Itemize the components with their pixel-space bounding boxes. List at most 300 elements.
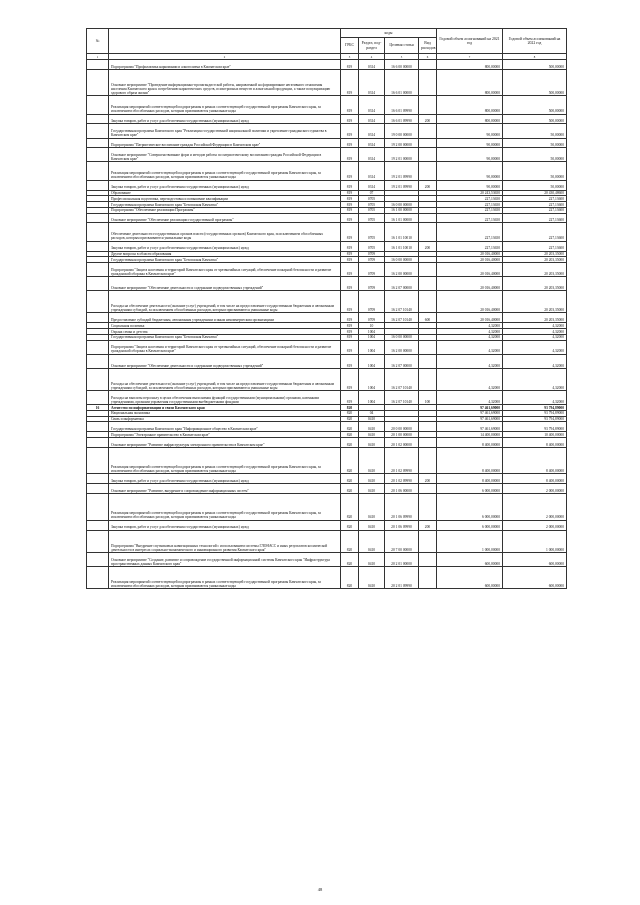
row-expense-type xyxy=(419,494,437,521)
row-grbs: 819 xyxy=(341,263,359,277)
row-amount-2022: 227,13600 xyxy=(503,223,567,241)
row-amount-2021: 800,00000 xyxy=(437,114,503,124)
row-grbs: 820 xyxy=(341,530,359,552)
table-row xyxy=(87,552,567,566)
row-section: 0410 xyxy=(359,416,385,422)
row-section: 0410 xyxy=(359,520,385,530)
header-grbs: ГРБС xyxy=(341,38,359,54)
row-target-article: 20 2 01 09990 xyxy=(385,566,419,588)
row-section: 0314 xyxy=(359,162,385,180)
row-expense-type xyxy=(419,213,437,223)
row-expense-type: 200 xyxy=(419,520,437,530)
row-target-article: 19 2 01 09990 xyxy=(385,162,419,180)
row-number xyxy=(87,223,109,241)
row-amount-2022: 20 203,35000 xyxy=(503,277,567,291)
row-section: 0410 xyxy=(359,552,385,566)
row-amount-2021: 90,00000 xyxy=(437,138,503,148)
row-amount-2022: 500,00000 xyxy=(503,69,567,96)
row-name: Связь и информатика xyxy=(109,416,341,422)
row-target-article: 20 7 00 00000 xyxy=(385,530,419,552)
row-number xyxy=(87,148,109,162)
row-target-article: 16 1 00 00000 xyxy=(385,207,419,213)
row-amount-2022: 500,00000 xyxy=(503,114,567,124)
row-target-article: 20 1 06 00000 xyxy=(385,484,419,494)
table-row xyxy=(87,391,567,405)
table-row xyxy=(87,223,567,241)
row-target-article: 16 2 07 00000 xyxy=(385,277,419,291)
row-name: Основное мероприятие "Развитие, внедрение и сопровождение информационных систем" xyxy=(109,484,341,494)
row-number xyxy=(87,340,109,354)
row-section: 04 xyxy=(359,410,385,416)
row-grbs: 819 xyxy=(341,223,359,241)
row-grbs: 819 xyxy=(341,124,359,138)
column-index: 4 xyxy=(359,54,385,60)
row-name: Реализация мероприятий соответствующей подпрограммы в рамках соответствующей государственной программы Камчатского края, за исключением обособленных расходов, которым присваиваются уникальные коды xyxy=(109,96,341,114)
row-amount-2021: 6 000,00000 xyxy=(437,484,503,494)
row-amount-2021: 4,32000 xyxy=(437,391,503,405)
row-section: 1004 xyxy=(359,340,385,354)
row-amount-2021: 800,00000 xyxy=(437,60,503,70)
row-name: Государственная программа Камчатского края "Информационное общество в Камчатском крае" xyxy=(109,422,341,432)
row-section: 0709 xyxy=(359,251,385,257)
row-section: 0410 xyxy=(359,566,385,588)
row-target-article: 16 2 07 10140 xyxy=(385,391,419,405)
table-row xyxy=(87,566,567,588)
row-number xyxy=(87,530,109,552)
row-section: 0709 xyxy=(359,277,385,291)
row-name: Национальная экономика xyxy=(109,410,341,416)
row-grbs: 820 xyxy=(341,437,359,447)
row-number xyxy=(87,138,109,148)
row-amount-2022: 4,32000 xyxy=(503,368,567,390)
row-name: Профессиональная подготовка, переподготовка и повышение квалификации xyxy=(109,196,341,202)
row-number xyxy=(87,354,109,368)
row-number xyxy=(87,313,109,323)
table-row xyxy=(87,148,567,162)
row-grbs: 819 xyxy=(341,354,359,368)
row-section: 0314 xyxy=(359,96,385,114)
row-name: Реализация мероприятий соответствующей подпрограммы в рамках соответствующей государственной программы Камчатского края, за исключением обособленных расходов, которым присваиваются уникальные коды xyxy=(109,494,341,521)
row-section: 0705 xyxy=(359,207,385,213)
row-number xyxy=(87,180,109,190)
row-section: 0410 xyxy=(359,530,385,552)
row-amount-2021: 20 016,40000 xyxy=(437,291,503,313)
row-section: 07 xyxy=(359,190,385,196)
row-name: Расходы на выплаты персоналу в целях обеспечения выполнения функций государственными (муниципальными) органами, казенными учреждениями, органами управления государственными внебюджетными фондами xyxy=(109,391,341,405)
row-grbs: 819 xyxy=(341,190,359,196)
row-amount-2021: 20 243,53650 xyxy=(437,190,503,196)
row-grbs: 819 xyxy=(341,251,359,257)
row-section: 0314 xyxy=(359,114,385,124)
row-amount-2021: 227,13650 xyxy=(437,196,503,202)
row-name: Другие вопросы в области образования xyxy=(109,251,341,257)
row-amount-2022: 4,32000 xyxy=(503,334,567,340)
row-name: Закупка товаров, работ и услуг для обеспечения государственных (муниципальных) нужд xyxy=(109,180,341,190)
row-number xyxy=(87,114,109,124)
row-grbs: 819 xyxy=(341,277,359,291)
table-row xyxy=(87,354,567,368)
row-expense-type xyxy=(419,422,437,432)
row-grbs: 819 xyxy=(341,334,359,340)
table-row xyxy=(87,313,567,323)
row-amount-2022: 20 430,48600 xyxy=(503,190,567,196)
row-name: Закупка товаров, работ и услуг для обеспечения государственных (муниципальных) нужд xyxy=(109,114,341,124)
row-grbs: 819 xyxy=(341,162,359,180)
row-amount-2022: 2 000,00000 xyxy=(503,520,567,530)
row-name: Подпрограмма "Защита населения и территорий Камчатского края от чрезвычайных ситуаций, обеспечение пожарной безопасности и развитие гражданской обороны в Камчатском крае" xyxy=(109,263,341,277)
row-grbs: 820 xyxy=(341,552,359,566)
row-expense-type xyxy=(419,566,437,588)
row-amount-2021: 90,00000 xyxy=(437,148,503,162)
row-section: 1004 xyxy=(359,334,385,340)
row-expense-type xyxy=(419,148,437,162)
row-amount-2022: 93 794,89000 xyxy=(503,410,567,416)
row-amount-2022: 4,32000 xyxy=(503,329,567,335)
row-amount-2022: 227,13600 xyxy=(503,207,567,213)
row-amount-2022: 227,13600 xyxy=(503,196,567,202)
row-number xyxy=(87,391,109,405)
row-section: 0410 xyxy=(359,422,385,432)
row-section: 0705 xyxy=(359,196,385,202)
row-number: 16 xyxy=(87,405,109,411)
row-section: 0705 xyxy=(359,241,385,251)
row-amount-2021: 90,00000 xyxy=(437,124,503,138)
row-name: Основное мероприятие "Обеспечение деятельности и содержание подведомственных учреждений" xyxy=(109,277,341,291)
row-target-article: 16 2 00 00000 xyxy=(385,340,419,354)
row-expense-type xyxy=(419,96,437,114)
row-number xyxy=(87,69,109,96)
table-row xyxy=(87,180,567,190)
header-section: Раздел, под-раздел xyxy=(359,38,385,54)
row-expense-type xyxy=(419,162,437,180)
row-section: 0709 xyxy=(359,263,385,277)
table-row xyxy=(87,241,567,251)
row-number xyxy=(87,241,109,251)
row-amount-2022: 20 203,35000 xyxy=(503,257,567,263)
row-amount-2022: 2 000,00000 xyxy=(503,494,567,521)
column-index: 2 xyxy=(109,54,341,60)
row-target-article: 16 2 00 00000 xyxy=(385,263,419,277)
row-grbs: 819 xyxy=(341,329,359,335)
row-section: 0410 xyxy=(359,432,385,438)
row-amount-2021: 97 461,69000 xyxy=(437,410,503,416)
table-row xyxy=(87,138,567,148)
row-amount-2021: 1 000,00000 xyxy=(437,530,503,552)
row-target-article: 16 0 00 00000 xyxy=(385,202,419,208)
row-amount-2021: 800,00000 xyxy=(437,96,503,114)
row-amount-2022: 20 203,35000 xyxy=(503,313,567,323)
row-name: Государственная программа Камчатского края "Безопасная Камчатка" xyxy=(109,257,341,263)
row-number xyxy=(87,213,109,223)
row-expense-type: 200 xyxy=(419,474,437,484)
row-name: Подпрограмма "Защита населения и территорий Камчатского края от чрезвычайных ситуаций, обеспечение пожарной безопасности и развитие гражданской обороны в Камчатском крае" xyxy=(109,340,341,354)
row-amount-2021: 20 016,40000 xyxy=(437,313,503,323)
row-number xyxy=(87,124,109,138)
row-name: Подпрограмма "Патриотическое воспитание граждан Российской Федерации в Камчатском крае" xyxy=(109,138,341,148)
row-name: Реализация мероприятий соответствующей подпрограммы в рамках соответствующей государственной программы Камчатского края, за исключением обособленных расходов, которым присваиваются уникальные коды xyxy=(109,447,341,474)
table-row xyxy=(87,447,567,474)
table-row xyxy=(87,437,567,447)
row-name: Основное мероприятие "Развитие инфраструктуры электронного правительства в Камчатском крае" xyxy=(109,437,341,447)
row-grbs: 819 xyxy=(341,196,359,202)
row-amount-2021: 20 016,40000 xyxy=(437,251,503,257)
row-name: Закупка товаров, работ и услуг для обеспечения государственных (муниципальных) нужд xyxy=(109,520,341,530)
row-target-article: 20 1 06 09990 xyxy=(385,494,419,521)
row-amount-2022: 4,32000 xyxy=(503,354,567,368)
row-grbs: 819 xyxy=(341,60,359,70)
row-target-article: 16 1 01 00000 xyxy=(385,213,419,223)
row-expense-type xyxy=(419,437,437,447)
row-grbs: 820 xyxy=(341,410,359,416)
row-section: 0314 xyxy=(359,138,385,148)
column-index: 3 xyxy=(341,54,359,60)
row-grbs: 820 xyxy=(341,405,359,411)
row-section: 1004 xyxy=(359,354,385,368)
row-section: 0314 xyxy=(359,69,385,96)
row-name: Основное мероприятие "Проведение информационно-пропагандистской работы, направленной на формирование негативного отношения населения Камчатского края к потреблению наркотических средств, психотропных веществ и алкогольной продукции, а также популяризацию здорового образа жизни" xyxy=(109,69,341,96)
table-row xyxy=(87,368,567,390)
row-section: 0709 xyxy=(359,257,385,263)
row-amount-2021: 90,00000 xyxy=(437,180,503,190)
row-target-article: 16 2 07 10140 xyxy=(385,291,419,313)
table-row xyxy=(87,124,567,138)
row-grbs: 819 xyxy=(341,257,359,263)
row-amount-2022: 93 794,89000 xyxy=(503,405,567,411)
row-name: Реализация мероприятий соответствующей подпрограммы в рамках соответствующей государственной программы Камчатского края, за исключением обособленных расходов, которым присваиваются уникальные коды xyxy=(109,566,341,588)
row-target-article: 16 6 00 00000 xyxy=(385,60,419,70)
row-target-article: 16 6 01 09990 xyxy=(385,114,419,124)
row-section: 0709 xyxy=(359,291,385,313)
row-amount-2022: 2 000,00000 xyxy=(503,484,567,494)
row-grbs: 820 xyxy=(341,474,359,484)
row-amount-2021: 4,32000 xyxy=(437,334,503,340)
row-grbs: 820 xyxy=(341,432,359,438)
row-expense-type xyxy=(419,263,437,277)
row-section: 0705 xyxy=(359,202,385,208)
row-amount-2022: 4,32000 xyxy=(503,323,567,329)
row-target-article: 20 2 01 00000 xyxy=(385,552,419,566)
table-row xyxy=(87,162,567,180)
row-expense-type xyxy=(419,552,437,566)
row-grbs: 819 xyxy=(341,241,359,251)
row-amount-2021: 8 400,00000 xyxy=(437,437,503,447)
row-amount-2021: 20 016,40000 xyxy=(437,257,503,263)
row-amount-2022: 4,32000 xyxy=(503,391,567,405)
row-target-article: 16 0 00 00000 xyxy=(385,257,419,263)
table-row xyxy=(87,213,567,223)
row-amount-2021: 600,00000 xyxy=(437,552,503,566)
row-grbs: 819 xyxy=(341,138,359,148)
row-target-article: 19 2 00 00000 xyxy=(385,138,419,148)
table-body xyxy=(87,60,567,589)
column-index: 7 xyxy=(437,54,503,60)
row-amount-2022: 20 203,35000 xyxy=(503,251,567,257)
row-section: 0410 xyxy=(359,474,385,484)
row-section: 0314 xyxy=(359,180,385,190)
row-amount-2022: 50,00000 xyxy=(503,138,567,148)
row-grbs: 819 xyxy=(341,148,359,162)
row-expense-type xyxy=(419,69,437,96)
row-amount-2021: 4,32000 xyxy=(437,368,503,390)
row-name: Закупка товаров, работ и услуг для обеспечения государственных (муниципальных) нужд xyxy=(109,241,341,251)
row-section: 1004 xyxy=(359,329,385,335)
row-expense-type: 600 xyxy=(419,313,437,323)
row-amount-2021: 227,13650 xyxy=(437,207,503,213)
row-amount-2022: 93 794,89000 xyxy=(503,416,567,422)
table-row xyxy=(87,474,567,484)
row-name: Основное мероприятие "Создание, развитие и сопровождение государственной информационной системы Камчатского края "Инфраструктура пространственных данных Камчатского края" xyxy=(109,552,341,566)
row-section: 0314 xyxy=(359,148,385,162)
row-section: 0410 xyxy=(359,494,385,521)
row-name: Обеспечение деятельности государственных органов власти (государственных органов) Камчатского края, за исключением обособленных расходов, которым присваиваются уникальные коды xyxy=(109,223,341,241)
table-row xyxy=(87,263,567,277)
column-index: 8 xyxy=(503,54,567,60)
table-row xyxy=(87,494,567,521)
row-expense-type xyxy=(419,277,437,291)
row-name: Закупка товаров, работ и услуг для обеспечения государственных (муниципальных) нужд xyxy=(109,474,341,484)
row-grbs: 820 xyxy=(341,520,359,530)
header-name xyxy=(109,29,341,54)
row-name: Социальная политика xyxy=(109,323,341,329)
row-amount-2022: 227,13600 xyxy=(503,213,567,223)
row-grbs: 819 xyxy=(341,114,359,124)
row-amount-2021: 4,32000 xyxy=(437,329,503,335)
header-2021: Годовой объем ассигнований на 2021 год xyxy=(437,29,503,54)
row-number xyxy=(87,368,109,390)
row-section: 1004 xyxy=(359,368,385,390)
row-amount-2021: 4,32000 xyxy=(437,340,503,354)
row-name: Реализация мероприятий соответствующей подпрограммы в рамках соответствующей государственной программы Камчатского края, за исключением обособленных расходов, которым присваиваются уникальные коды xyxy=(109,162,341,180)
row-section: 0314 xyxy=(359,124,385,138)
row-expense-type xyxy=(419,60,437,70)
row-expense-type xyxy=(419,124,437,138)
row-number xyxy=(87,484,109,494)
row-grbs: 820 xyxy=(341,447,359,474)
column-index: 5 xyxy=(385,54,419,60)
row-section: 0410 xyxy=(359,484,385,494)
row-name: Подпрограмма "Профилактика наркомании и алкоголизма в Камчатском крае" xyxy=(109,60,341,70)
row-grbs: 819 xyxy=(341,69,359,96)
row-target-article: 20 0 00 00000 xyxy=(385,422,419,432)
row-target-article: 20 1 06 09990 xyxy=(385,520,419,530)
row-grbs: 819 xyxy=(341,313,359,323)
row-grbs: 819 xyxy=(341,213,359,223)
row-expense-type xyxy=(419,138,437,148)
row-target-article: 16 1 01 10010 xyxy=(385,241,419,251)
row-target-article: 16 6 01 00000 xyxy=(385,69,419,96)
row-target-article: 16 2 07 10140 xyxy=(385,368,419,390)
row-name: Государственная программа Камчатского края "Безопасная Камчатка" xyxy=(109,202,341,208)
row-section: 1004 xyxy=(359,391,385,405)
row-name: Предоставление субсидий бюджетным, автономным учреждениям и иным некоммерческим организациям xyxy=(109,313,341,323)
row-amount-2022: 8 400,00000 xyxy=(503,474,567,484)
row-name: Расходы на обеспечение деятельности (оказание услуг) учреждений, в том числе на предоставление государственным бюджетным и автономным учреждениям субсидий, за исключением обособленных расходов, которым присваиваются уникальные коды xyxy=(109,368,341,390)
row-section: 10 xyxy=(359,323,385,329)
row-target-article: 16 1 01 10010 xyxy=(385,223,419,241)
row-number xyxy=(87,422,109,432)
row-expense-type: 200 xyxy=(419,114,437,124)
row-name: Охрана семьи и детства xyxy=(109,329,341,335)
row-target-article: 19 2 01 09990 xyxy=(385,180,419,190)
header-target: Целевая статья xyxy=(385,38,419,54)
row-number xyxy=(87,162,109,180)
header-num: № xyxy=(87,29,109,54)
row-amount-2021: 227,13650 xyxy=(437,241,503,251)
row-amount-2021: 8 400,00000 xyxy=(437,447,503,474)
row-number xyxy=(87,447,109,474)
row-amount-2022: 227,13600 xyxy=(503,241,567,251)
row-amount-2021: 800,00000 xyxy=(437,69,503,96)
row-name: Основное мероприятие "Обеспечение деятельности и содержание подведомственных учреждений" xyxy=(109,354,341,368)
row-expense-type xyxy=(419,530,437,552)
row-amount-2022: 20 203,35000 xyxy=(503,263,567,277)
row-amount-2021: 97 461,69000 xyxy=(437,422,503,432)
row-number xyxy=(87,494,109,521)
table-row xyxy=(87,484,567,494)
row-amount-2022: 8 400,00000 xyxy=(503,447,567,474)
row-section: 0410 xyxy=(359,437,385,447)
table-row xyxy=(87,96,567,114)
row-amount-2022: 600,00000 xyxy=(503,552,567,566)
row-expense-type xyxy=(419,354,437,368)
row-expense-type xyxy=(419,291,437,313)
row-expense-type: 200 xyxy=(419,241,437,251)
row-amount-2022: 8 400,00000 xyxy=(503,437,567,447)
row-amount-2021: 4,32000 xyxy=(437,354,503,368)
row-amount-2021: 14 400,00000 xyxy=(437,432,503,438)
row-grbs: 819 xyxy=(341,391,359,405)
row-expense-type xyxy=(419,368,437,390)
row-number xyxy=(87,566,109,588)
row-name: Образование xyxy=(109,190,341,196)
header-2022: Годовой объем ассигнований на 2022 год xyxy=(503,29,567,54)
row-target-article: 16 2 07 10140 xyxy=(385,313,419,323)
row-amount-2021: 8 400,00000 xyxy=(437,474,503,484)
row-number xyxy=(87,96,109,114)
budget-table xyxy=(86,28,567,589)
row-amount-2021: 227,13650 xyxy=(437,202,503,208)
row-amount-2022: 93 794,89000 xyxy=(503,422,567,432)
row-target-article: 20 1 02 09990 xyxy=(385,447,419,474)
row-amount-2021: 6 000,00000 xyxy=(437,494,503,521)
row-grbs: 819 xyxy=(341,323,359,329)
row-grbs: 820 xyxy=(341,484,359,494)
row-grbs: 819 xyxy=(341,207,359,213)
row-name: Подпрограмма "Электронное правительство в Камчатском крае" xyxy=(109,432,341,438)
table-row xyxy=(87,114,567,124)
table-row xyxy=(87,340,567,354)
row-expense-type xyxy=(419,447,437,474)
table-row xyxy=(87,291,567,313)
table-row xyxy=(87,277,567,291)
row-amount-2021: 4,32000 xyxy=(437,323,503,329)
row-amount-2021: 90,00000 xyxy=(437,162,503,180)
row-target-article: 16 2 07 00000 xyxy=(385,354,419,368)
row-name: Основное мероприятие "Обеспечение реализации государственной программы" xyxy=(109,213,341,223)
row-target-article: 16 0 00 00000 xyxy=(385,334,419,340)
row-target-article: 16 6 01 09990 xyxy=(385,96,419,114)
row-grbs: 819 xyxy=(341,202,359,208)
row-expense-type xyxy=(419,484,437,494)
row-number xyxy=(87,291,109,313)
row-number xyxy=(87,520,109,530)
row-grbs: 819 xyxy=(341,291,359,313)
table-row xyxy=(87,69,567,96)
row-grbs: 819 xyxy=(341,340,359,354)
row-amount-2021: 20 016,40000 xyxy=(437,277,503,291)
column-index: 1 xyxy=(87,54,109,60)
row-target-article: 20 1 02 09990 xyxy=(385,474,419,484)
